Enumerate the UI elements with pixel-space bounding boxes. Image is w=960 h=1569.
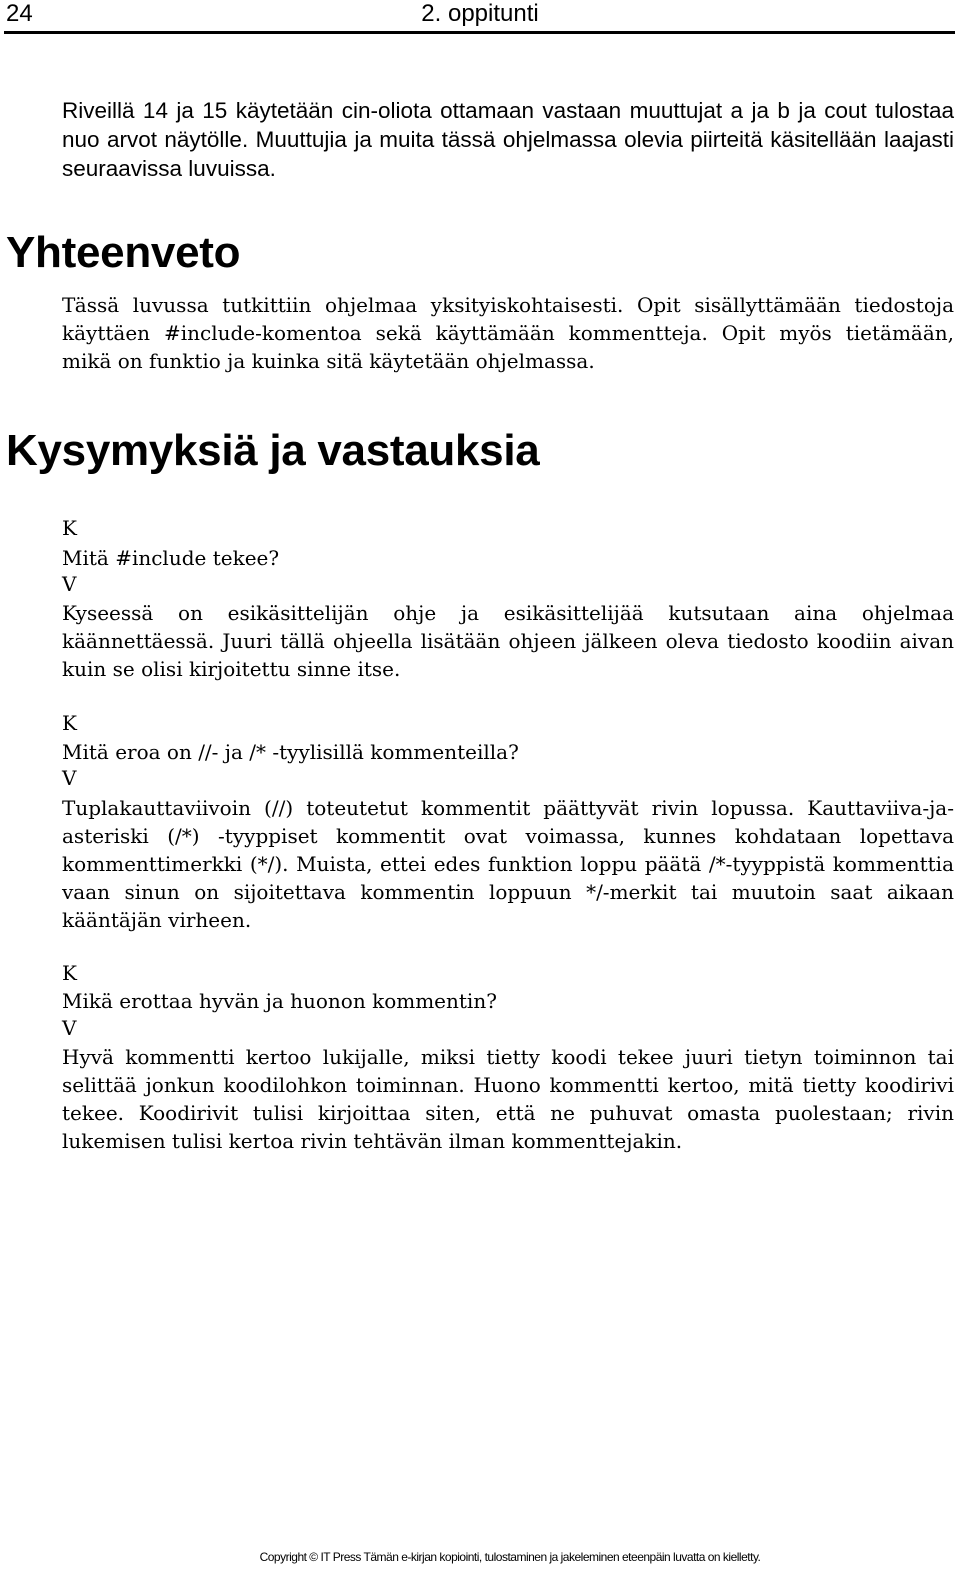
question-text: Mikä erottaa hyvän ja huonon kommentin? (62, 989, 497, 1013)
copyright-footer: Copyright © IT Press Tämän e-kirjan kopiointi, tulostaminen ja jakeleminen eteenpäin luvatta on kielletty. (259, 1550, 761, 1564)
question-text: Mitä #include tekee? (62, 546, 280, 570)
summary-paragraph: Tässä luvussa tutkittiin ohjelmaa yksityiskohtaisesti. Opit sisällyttämään tiedostoja käyttäen #include-komentoa sekä käyttämään kommentteja. Opit myös tietämään, mikä on funktio ja kuinka sitä käytetään ohjelmassa. (62, 293, 954, 373)
answer-marker: V (62, 766, 77, 790)
intro-paragraph: Riveillä 14 ja 15 käytetään cin-oliota ottamaan vastaan muuttujat a ja b ja cout tulostaa nuo arvot näytölle. Muuttujia ja muita tässä ohjelmassa olevia piirteitä käsitellään laajasti seuraavissa luvuissa. (62, 98, 954, 181)
question-text: Mitä eroa on //- ja /* -tyylisillä kommenteilla? (62, 740, 519, 764)
answer-text: Hyvä kommentti kertoo lukijalle, miksi tietty koodi tekee juuri tietyn toiminnon tai selittää jonkun koodilohkon toiminnan. Huono kommentti kertoo, mitä tietty koodirivi tekee. Koodirivit tulisi kirjoittaa siten, että ne puhuvat omasta puolestaan; rivin lukemisen tulisi kertoa rivin tehtävän ilman kommenttejakin. (62, 1045, 954, 1153)
page-number: 24 (6, 0, 33, 27)
header-rule (4, 31, 955, 34)
page-header (0, 0, 960, 36)
summary-heading: Yhteenveto (6, 228, 241, 277)
answer-text: Kyseessä on esikäsittelijän ohje ja esikäsittelijää kutsutaan aina ohjelmaa käännettäessä. Juuri tällä ohjeella lisätään ohjeen jälkeen oleva tiedosto koodiin aivan kuin se olisi kirjoitettu sinne itse. (62, 601, 954, 681)
qa-heading: Kysymyksiä ja vastauksia (6, 426, 540, 475)
answer-marker: V (62, 1016, 77, 1040)
chapter-title: 2. oppitunti (421, 0, 539, 27)
question-marker: K (62, 961, 77, 985)
question-marker: K (62, 516, 77, 540)
answer-text: Tuplakauttaviivoin (//) toteutetut kommentit päättyvät rivin lopussa. Kauttaviiva-ja-asteriski (/*) -tyyppiset kommentit ovat voimassa, kunnes kohdataan lopettava kommenttimerkki (*/). Muista, ettei edes funktion loppu päätä /*-tyyppistä kommenttia vaan sinun on sijoitettava kommentin loppuun */-merkit tai muutoin saat aikaan kääntäjän virheen. (62, 796, 954, 932)
answer-marker: V (62, 572, 77, 596)
question-marker: K (62, 711, 77, 735)
